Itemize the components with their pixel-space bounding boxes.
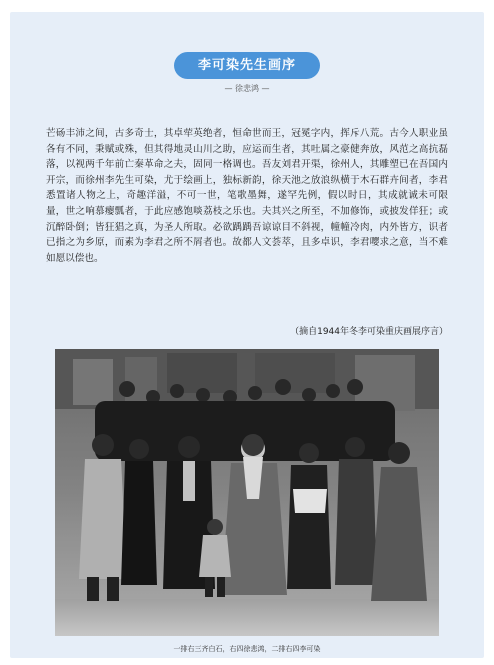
author-line: — 徐悲鸿 —: [224, 84, 270, 93]
preface-body: 芒砀丰沛之间，古多奇士，其卓荦英绝者，恒命世而王，冠冕字内，挥斥八荒。古今人职业虽各有不同，秉赋或殊，但其得地灵山川之助，应运而生者，其吐属之豪健奔放，风范之高抗磊落，以视两千年前亡秦革命之夫，固同一格调也。吾友刘君开渠，徐州人，其雕塑已在吾国内开宗，而徐州李先生可染，尤于绘画上，独标新韵，徐天池之放浪纵横于木石群卉间者，李君悉置诸人物之上，奇趣洋溢，不可一世，笔歌墨舞，遂罕先例，假以时日，其成就诚未可限量，世之响慕瘿瓢者，于此应感饱啖荔枝之乐也。夫其兴之所至，不加修饰，或披发佯狂；或沉醉卧倒；皆狂猖之真，为圣人所取。必欲踽踽吾谅谅目不斜视，幢幢冷肉，内外皆方，识者已指之为乡原，而素为李君之所不屑者也。故都人文荟萃，且多卓识，李君嘤求之意，当不难如愿以偿也。: [46, 128, 448, 264]
article-title: 李可染先生画序: [174, 52, 320, 79]
group-photo-image: [55, 349, 439, 636]
photo-caption: 一排右三齐白石，右四徐悲鸿，二排右四李可染: [173, 645, 321, 653]
title-area: [10, 52, 484, 79]
article-card: [10, 12, 484, 658]
source-citation: （摘自1944年冬李可染重庆画展序言）: [290, 327, 448, 337]
group-photo: [55, 349, 439, 636]
